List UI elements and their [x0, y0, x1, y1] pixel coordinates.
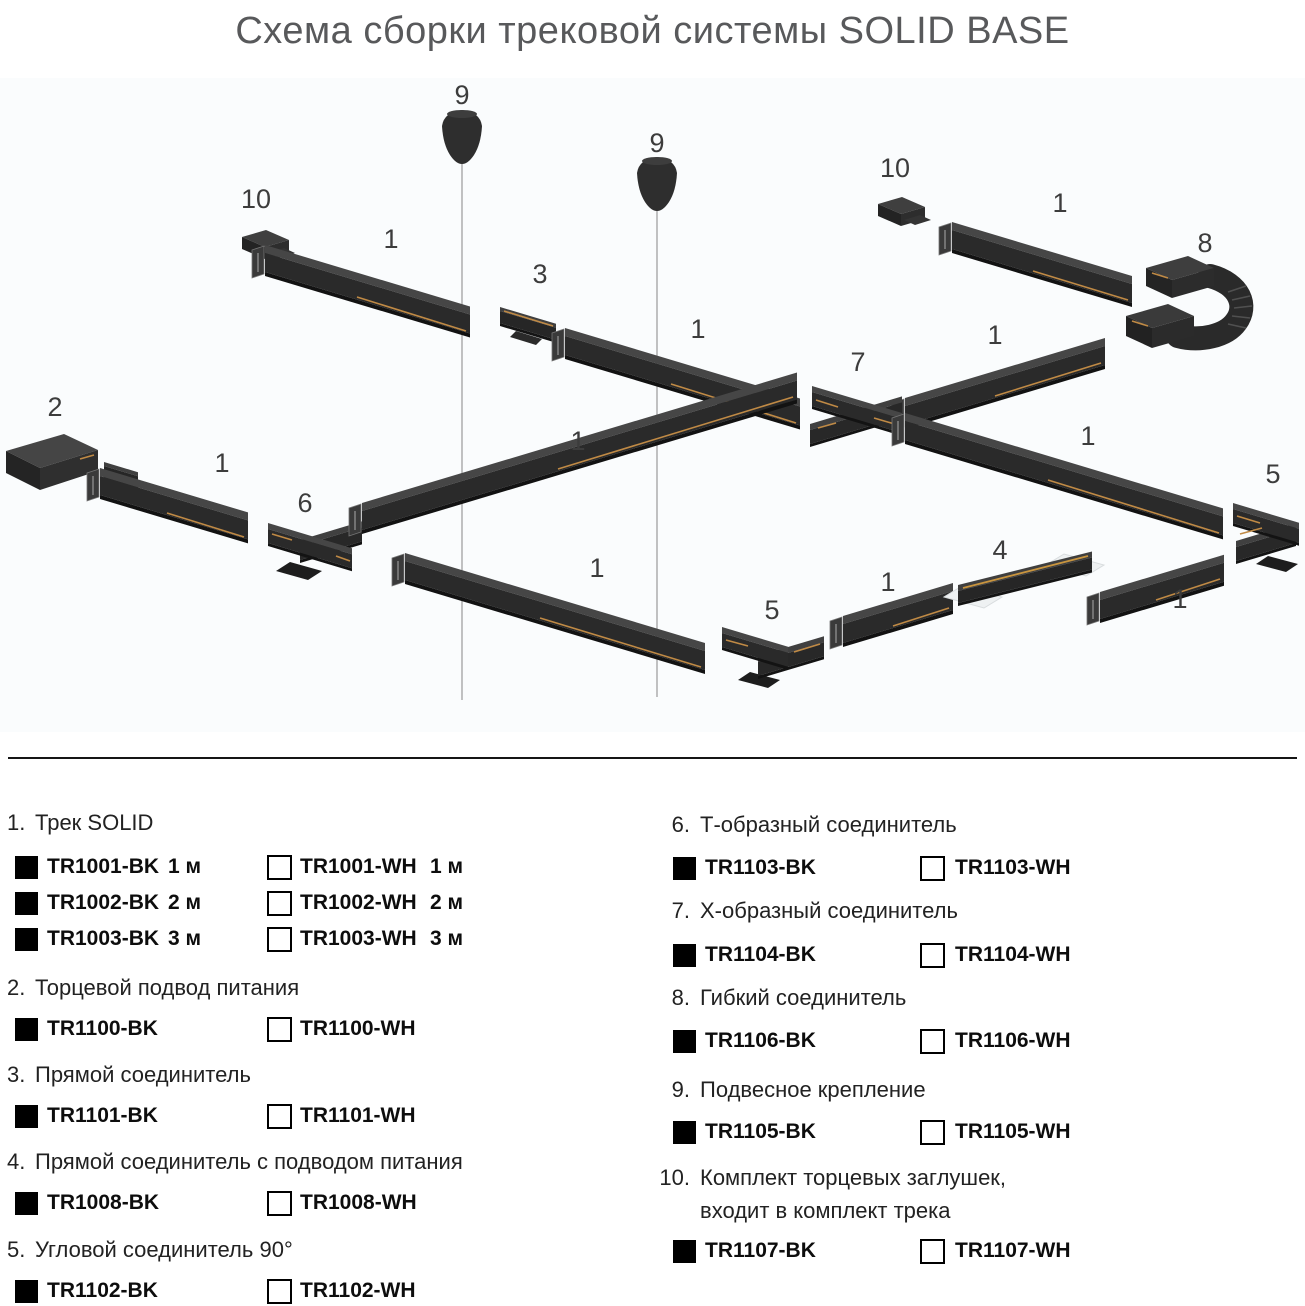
diagram-number-label: 9 [454, 80, 470, 110]
legend-row: TR1104-BK TR1104-WH [0, 943, 1305, 970]
legend-section-header: 7. Х-образный соединитель [671, 898, 958, 923]
legend-section-header: 10. Комплект торцевых заглушек, входит в комплект трека [659, 1165, 1007, 1223]
diagram-number-label: 1 [383, 224, 399, 254]
diagram-number-label: 10 [879, 153, 911, 183]
legend-row: TR1103-BK TR1103-WH [0, 856, 1305, 883]
legend-row: TR1003-BK 3 м TR1003-WH 3 м [0, 927, 1305, 954]
legend-section-header: 4. Прямой соединитель с подводом питания [7, 1149, 463, 1174]
separator-line [8, 757, 1297, 759]
diagram-number-label: 6 [297, 488, 313, 518]
diagram-number-label: 7 [850, 347, 866, 377]
legend-row: TR1100-BK TR1100-WH [0, 1017, 1305, 1044]
diagram-number-label: 10 [240, 184, 272, 214]
legend-row: TR1001-BK 1 м TR1001-WH 1 м [0, 855, 1305, 882]
white-swatch-icon [920, 943, 945, 968]
legend-row: TR1002-BK 2 м TR1002-WH 2 м [0, 891, 1305, 918]
legend-section-header: 1. Трек SOLID [7, 810, 154, 835]
legend-section-header: 8. Гибкий соединитель [671, 985, 907, 1010]
legend-row: TR1106-BK TR1106-WH [0, 1029, 1305, 1056]
black-swatch-icon [673, 1240, 696, 1263]
black-swatch-icon [673, 1121, 696, 1144]
legend-section-header: 5. Угловой соединитель 90° [7, 1237, 293, 1262]
diagram-number-label: 1 [690, 314, 706, 344]
legend-row: TR1102-BK TR1102-WH [0, 1279, 1305, 1306]
diagram-number-label: 9 [649, 128, 665, 158]
page-title: Схема сборки трековой системы SOLID BASE [235, 10, 1070, 52]
diagram-number-label: 5 [1265, 459, 1281, 489]
legend-section-header: 2. Торцевой подвод питания [7, 975, 300, 1000]
white-swatch-icon [267, 891, 292, 916]
black-swatch-icon [673, 1030, 696, 1053]
diagram-number-label: 4 [992, 535, 1008, 565]
diagram-number-label: 1 [880, 567, 896, 597]
diagram-number-label: 1 [1172, 584, 1188, 614]
black-swatch-icon [673, 944, 696, 967]
legend-row: TR1107-BK TR1107-WH [0, 1239, 1305, 1266]
diagram-number-label: 1 [589, 553, 605, 583]
legend-row: TR1008-BK TR1008-WH [0, 1191, 1305, 1218]
black-swatch-icon [15, 892, 38, 915]
black-swatch-icon [15, 1192, 38, 1215]
diagram-number-label: 3 [532, 259, 548, 289]
diagram-number-label: 5 [764, 595, 780, 625]
diagram-number-label: 8 [1197, 228, 1213, 258]
legend-section-header: 3. Прямой соединитель [7, 1062, 251, 1087]
white-swatch-icon [920, 856, 945, 881]
diagram-number-label: 1 [987, 320, 1003, 350]
white-swatch-icon [920, 1120, 945, 1145]
white-swatch-icon [920, 1239, 945, 1264]
diagram-number-label: 1 [214, 448, 230, 478]
legend-row: TR1105-BK TR1105-WH [0, 1120, 1305, 1147]
legend-section-header: 6. Т-образный соединитель [671, 812, 957, 837]
diagram-number-label: 1 [1080, 421, 1096, 451]
white-swatch-icon [267, 1279, 292, 1304]
legend-row: TR1101-BK TR1101-WH [0, 1104, 1305, 1131]
black-swatch-icon [15, 1280, 38, 1303]
white-swatch-icon [267, 1191, 292, 1216]
diagram-number-label: 1 [1052, 188, 1068, 218]
diagram-number-label: 2 [47, 392, 63, 422]
black-swatch-icon [673, 857, 696, 880]
white-swatch-icon [920, 1029, 945, 1054]
legend-section-header: 9. Подвесное крепление [671, 1077, 926, 1102]
diagram-number-label: 1 [570, 426, 586, 456]
